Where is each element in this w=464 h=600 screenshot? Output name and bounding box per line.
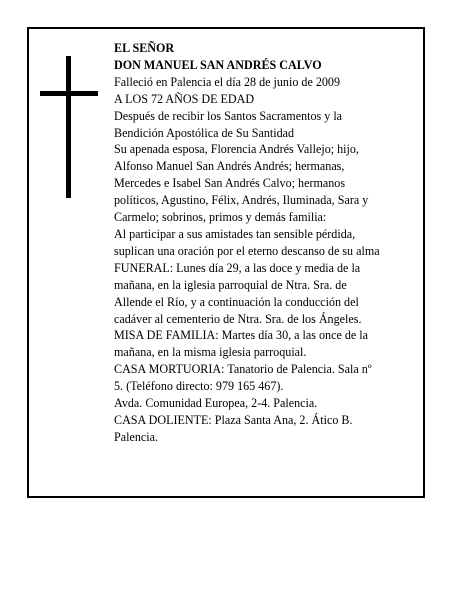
notice-line: 5. (Teléfono directo: 979 165 467). [114, 379, 284, 394]
notice-line: CASA MORTUORIA: Tanatorio de Palencia. Sala nº [114, 362, 372, 377]
notice-line: suplican una oración por el eterno descanso de su alma [114, 243, 380, 258]
notice-line: mañana, en la misma iglesia parroquial. [114, 345, 307, 360]
notice-line: Mercedes e Isabel San Andrés Calvo; hermanos [114, 176, 346, 191]
notice-line: MISA DE FAMILIA: Martes día 30, a las once de la [114, 328, 369, 343]
notice-line: Allende el Río, y a continuación la conducción del [114, 294, 359, 309]
notice-line: Su apenada esposa, Florencia Andrés Vallejo; hijo, [114, 142, 359, 157]
notice-line: Falleció en Palencia el día 28 de junio de 2009 [114, 74, 341, 89]
notice-line: mañana, en la iglesia parroquial de Ntra. Sra. de [114, 277, 347, 292]
notice-text [114, 40, 422, 446]
notice-line: FUNERAL: Lunes día 29, a las doce y media de la [114, 260, 361, 275]
notice-line: Bendición Apostólica de Su Santidad [114, 125, 295, 140]
notice-line: Palencia. [114, 429, 158, 444]
notice-line: políticos, Agustino, Félix, Andrés, Iluminada, Sara y [114, 193, 369, 208]
notice-line: Al participar a sus amistades tan sensible pérdida, [114, 226, 356, 241]
obituary-notice [27, 27, 425, 498]
notice-line: Avda. Comunidad Europea, 2-4. Palencia. [114, 396, 318, 411]
notice-line: Alfonso Manuel San Andrés Andrés; hermanas, [114, 159, 345, 174]
notice-line: CASA DOLIENTE: Plaza Santa Ana, 2. Ático B. [114, 412, 353, 427]
notice-line: A LOS 72 AÑOS DE EDAD [114, 91, 255, 106]
notice-heading: EL SEÑOR [114, 41, 175, 55]
deceased-name: DON MANUEL SAN ANDRÉS CALVO [114, 57, 322, 72]
notice-line: Después de recibir los Santos Sacramentos y la [114, 108, 343, 123]
notice-line: Carmelo; sobrinos, primos y demás familia: [114, 210, 327, 225]
notice-line: cadáver al cementerio de Ntra. Sra. de los Ángeles. [114, 311, 362, 326]
cross-horizontal-bar [40, 91, 98, 96]
latin-cross-icon [40, 56, 98, 198]
cross-vertical-bar [66, 56, 71, 198]
